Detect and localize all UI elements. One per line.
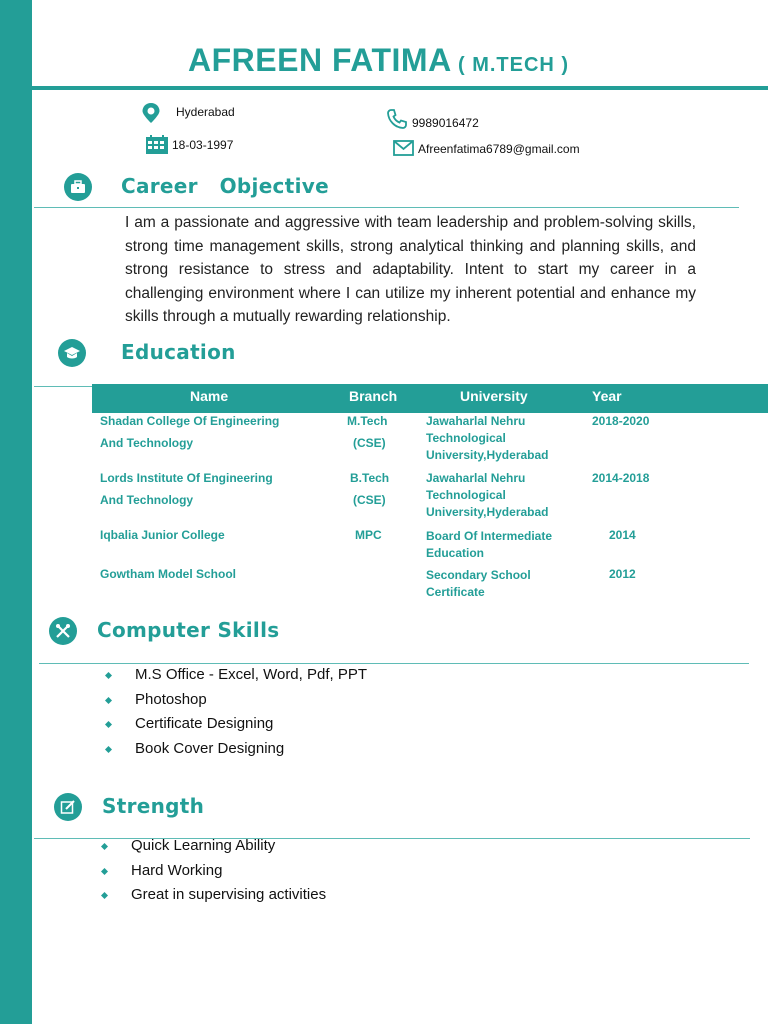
list-item: Hard Working	[101, 859, 326, 884]
edu-row-3-branch: MPC	[355, 528, 382, 542]
list-item: Book Cover Designing	[105, 737, 367, 762]
strength-title: Strength	[102, 794, 205, 818]
education-title: Education	[121, 340, 236, 364]
edu-row-1-year: 2018-2020	[592, 414, 650, 428]
edu-row-4-year: 2012	[609, 567, 636, 581]
city-text: Hyderabad	[176, 105, 235, 119]
edu-row-2-branch: B.Tech (CSE)	[350, 471, 390, 507]
edu-row-1-branch: M.Tech (CSE)	[347, 414, 388, 450]
edu-row-4-university: Secondary School Certificate	[426, 568, 531, 599]
diamond-bullet-icon	[105, 721, 112, 728]
career-objective-text: I am a passionate and aggressive with team leadership and problem-solving skills, strong time management skills, strong analytical thinking and planning skills, and strong resistance to stress and adaptability. Intent to start my career in a challenging environment where I can utilize my inherent potential and enhance my skills through a mutually rewarding relationship.	[125, 214, 696, 325]
edu-row-3-year: 2014	[609, 528, 636, 542]
edu-row-2-name: Lords Institute Of Engineering And Technology	[100, 471, 273, 507]
diamond-bullet-icon	[101, 892, 108, 899]
list-item: Quick Learning Ability	[101, 834, 326, 859]
header-rule	[32, 86, 768, 90]
dob-row	[145, 135, 233, 155]
briefcase-icon	[64, 173, 92, 201]
diamond-bullet-icon	[101, 843, 108, 850]
edu-row-1-name: Shadan College Of Engineering And Technology	[100, 414, 280, 450]
col-branch-header: Branch	[349, 388, 398, 404]
list-item: M.S Office - Excel, Word, Pdf, PPT	[105, 663, 367, 688]
left-accent-bar	[0, 0, 32, 1024]
col-year-header: Year	[592, 388, 622, 404]
col-university-header: University	[460, 388, 528, 404]
edu-row-4-name: Gowtham Model School	[100, 567, 237, 581]
graduation-cap-icon	[58, 339, 86, 367]
candidate-name: AFREEN FATIMA	[188, 42, 452, 78]
education-table-header	[92, 384, 768, 413]
edu-row-2-year: 2014-2018	[592, 471, 650, 485]
career-objective-title: Career Objective	[121, 174, 329, 198]
email-text[interactable]: Afreenfatima6789@gmail.com	[418, 142, 580, 156]
phone-row	[386, 107, 479, 130]
strength-list	[101, 834, 326, 908]
edu-row-3-name: Iqbalia Junior College	[100, 528, 225, 542]
city-row	[141, 102, 235, 124]
dob-text: 18-03-1997	[172, 138, 234, 152]
candidate-degree: ( M.TECH )	[458, 54, 570, 76]
edit-icon	[54, 793, 82, 821]
computer-skills-title: Computer Skills	[97, 618, 280, 642]
col-name-header: Name	[190, 388, 229, 404]
edu-row-2-university: Jawaharlal Nehru Technological University,Hyderabad	[426, 471, 549, 519]
phone-icon	[386, 108, 408, 130]
location-icon	[141, 102, 161, 124]
edu-row-1-university: Jawaharlal Nehru Technological University,Hyderabad	[426, 414, 549, 462]
diamond-bullet-icon	[101, 868, 108, 875]
phone-text: 9989016472	[412, 116, 479, 130]
diamond-bullet-icon	[105, 672, 112, 679]
calendar-icon	[145, 135, 169, 155]
education-rule	[34, 386, 92, 387]
career-rule	[34, 207, 739, 208]
diamond-bullet-icon	[105, 697, 112, 704]
list-item: Great in supervising activities	[101, 883, 326, 908]
email-row[interactable]	[393, 140, 580, 156]
email-icon	[393, 140, 414, 156]
skills-list	[105, 663, 367, 761]
list-item: Photoshop	[105, 688, 367, 713]
list-item: Certificate Designing	[105, 712, 367, 737]
edu-row-3-university: Board Of Intermediate Education	[426, 529, 553, 560]
diamond-bullet-icon	[105, 746, 112, 753]
tools-icon	[49, 617, 77, 645]
